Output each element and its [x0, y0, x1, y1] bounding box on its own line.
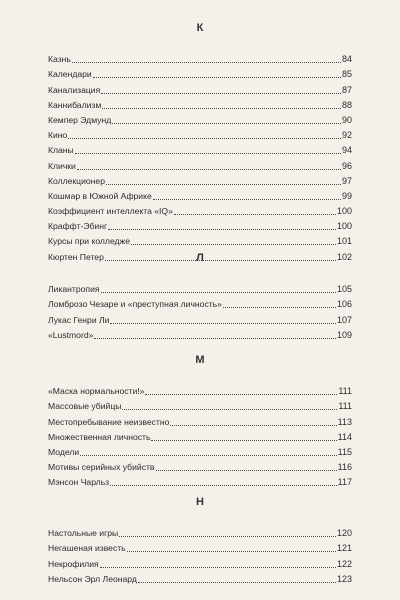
entry-title: Клички: [48, 160, 76, 171]
dot-leader: [72, 61, 341, 63]
entry-title: «Lustmord»: [48, 329, 94, 340]
entry-page: 123: [336, 573, 352, 584]
dot-leader: [80, 454, 336, 456]
entry-page: 121: [336, 543, 352, 554]
index-entry: [48, 141, 352, 156]
dot-leader: [94, 337, 336, 339]
entry-title: Лукас Генри Ли: [48, 314, 110, 325]
index-entry: [48, 382, 352, 397]
entry-title: Кемпер Эдмунд: [48, 114, 112, 125]
index-entry: [48, 280, 352, 295]
index-entry: [48, 232, 352, 247]
entry-title: Ломброзо Чезаре и «преступная личность»: [48, 299, 222, 310]
dot-leader: [110, 484, 337, 486]
entry-page: 97: [341, 175, 352, 186]
entry-title: Настольные игры: [48, 528, 119, 539]
index-entry: [48, 80, 352, 95]
dot-leader: [112, 122, 341, 124]
index-entry: [48, 412, 352, 427]
index-entry: [48, 65, 352, 80]
index-entry: [48, 126, 352, 141]
entry-page: 109: [336, 329, 352, 340]
entry-list: [48, 382, 352, 488]
entry-page: 122: [336, 558, 352, 569]
dot-leader: [106, 183, 341, 185]
index-entry: [48, 443, 352, 458]
entry-page: 115: [337, 446, 352, 457]
entry-list: [48, 524, 352, 585]
entry-page: 84: [341, 54, 352, 65]
entry-page: 100: [336, 206, 352, 217]
dot-leader: [110, 322, 336, 324]
index-entry: [48, 570, 352, 585]
index-entry: [48, 397, 352, 412]
entry-title: Множественная личность: [48, 431, 151, 442]
section-letter: Н: [196, 496, 204, 508]
entry-title: Кино: [48, 130, 68, 141]
entry-page: 116: [337, 462, 352, 473]
entry-title: Кюртен Петер: [48, 251, 104, 262]
entry-title: Канализация: [48, 84, 101, 95]
section-letter: М: [195, 354, 205, 366]
entry-page: 96: [341, 160, 352, 171]
entry-title: Модели: [48, 446, 80, 457]
index-entry: [48, 554, 352, 569]
entry-title: Кошмар в Южной Африке: [48, 190, 152, 201]
entry-page: 101: [336, 236, 352, 247]
entry-title: Мотивы серийных убийств: [48, 462, 155, 473]
entry-list: [48, 280, 352, 341]
entry-title: Негашеная известь: [48, 543, 126, 554]
dot-leader: [174, 213, 336, 215]
dot-leader: [100, 566, 336, 568]
entry-page: 120: [336, 528, 352, 539]
dot-leader: [122, 408, 337, 410]
entry-title: Коллекционер: [48, 175, 105, 186]
dot-leader: [119, 535, 336, 537]
entry-title: Краффт-Эбинг: [48, 221, 108, 232]
entry-list: [48, 50, 352, 263]
dot-leader: [170, 424, 336, 426]
entry-title: Казнь: [48, 54, 71, 65]
dot-leader: [131, 243, 336, 245]
section-letter: Л: [196, 252, 204, 264]
section-k: [48, 20, 352, 263]
entry-page: 111: [338, 386, 352, 397]
entry-page: 111: [338, 401, 352, 412]
entry-title: «Маска нормальности!»: [48, 386, 145, 397]
section-n: [48, 494, 352, 585]
index-entry: [48, 524, 352, 539]
entry-page: 87: [341, 84, 352, 95]
index-entry: [48, 217, 352, 232]
index-entry: [48, 428, 352, 443]
entry-page: 90: [341, 114, 352, 125]
dot-leader: [77, 168, 341, 170]
entry-title: Календари: [48, 69, 92, 80]
entry-page: 117: [337, 477, 352, 488]
entry-page: 85: [341, 69, 352, 80]
entry-title: Нельсон Эрл Леонард: [48, 573, 137, 584]
entry-title: Каннибализм: [48, 99, 102, 110]
dot-leader: [102, 107, 341, 109]
index-entry: [48, 326, 352, 341]
dot-leader: [153, 198, 341, 200]
entry-title: Мэнсон Чарльз: [48, 477, 110, 488]
entry-page: 94: [341, 145, 352, 156]
section-letter: К: [196, 22, 204, 34]
dot-leader: [127, 550, 336, 552]
entry-title: Массовые убийцы: [48, 401, 122, 412]
dot-leader: [68, 137, 341, 139]
entry-page: 107: [336, 314, 352, 325]
index-entry: [48, 539, 352, 554]
entry-page: 105: [336, 284, 352, 295]
index-entry: [48, 202, 352, 217]
section-m: [48, 352, 352, 488]
dot-leader: [108, 228, 336, 230]
dot-leader: [75, 152, 341, 154]
dot-leader: [138, 581, 336, 583]
entry-title: Курсы при колледже: [48, 236, 131, 247]
index-entry: [48, 295, 352, 310]
index-entry: [48, 156, 352, 171]
dot-leader: [145, 393, 337, 395]
dot-leader: [101, 92, 341, 94]
entry-page: 88: [341, 99, 352, 110]
entry-page: 100: [336, 221, 352, 232]
index-entry: [48, 458, 352, 473]
entry-title: Коэффициент интеллекта «IQ»: [48, 206, 173, 217]
entry-page: 99: [341, 190, 352, 201]
entry-page: 92: [341, 130, 352, 141]
index-entry: [48, 187, 352, 202]
index-entry: [48, 96, 352, 111]
index-entry: [48, 473, 352, 488]
entry-title: Некрофилия: [48, 558, 99, 569]
entry-title: Кланы: [48, 145, 74, 156]
dot-leader: [93, 76, 341, 78]
section-l: [48, 250, 352, 341]
index-entry: [48, 50, 352, 65]
entry-page: 113: [337, 416, 352, 427]
dot-leader: [151, 439, 336, 441]
dot-leader: [156, 469, 337, 471]
entry-page: 102: [336, 251, 352, 262]
dot-leader: [223, 306, 336, 308]
index-entry: [48, 172, 352, 187]
entry-page: 114: [337, 431, 352, 442]
entry-title: Ликантропия: [48, 284, 100, 295]
entry-page: 106: [336, 299, 352, 310]
entry-title: Местопребывание неизвестно: [48, 416, 170, 427]
index-entry: [48, 310, 352, 325]
dot-leader: [101, 291, 336, 293]
index-entry: [48, 111, 352, 126]
